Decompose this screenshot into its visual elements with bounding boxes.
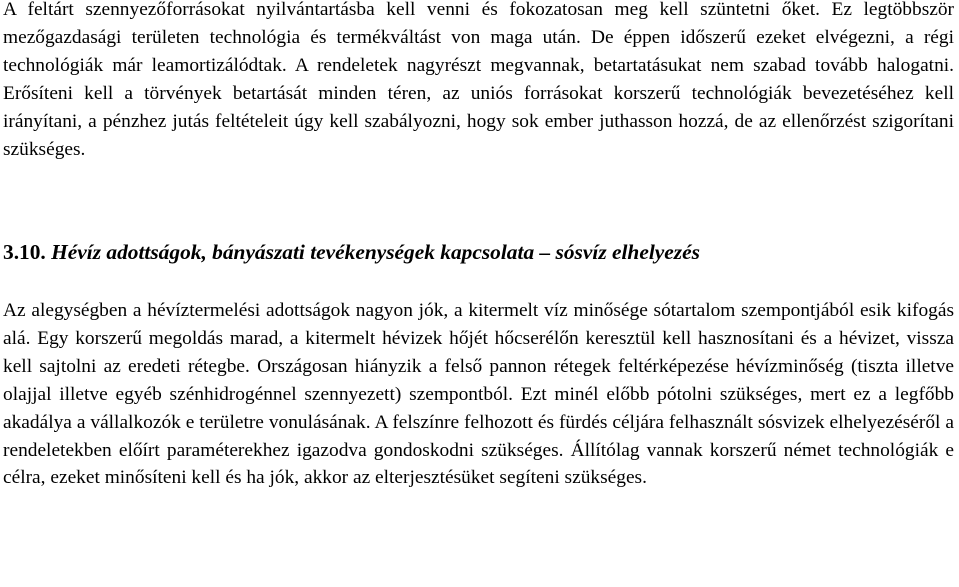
section-paragraph: Az alegységben a hévíztermelési adottságok nagyon jók, a kitermelt víz minősége sótartalom szempontjából esik kifogás alá. Egy korszerű megoldás marad, a kitermelt hévizek hőjét hőcserélőn keresztül kell hasznosítani és a hévizet, vissza kell sajtolni az eredeti rétegbe. Országosan hiányzik a felső pannon rétegek feltérképezése hévízminőség (tiszta illetve olajjal illetve egyéb szénhidrogénnel szennyezett) szempontból. Ezt minél előbb pótolni szükséges, mert ez a legfőbb akadálya a vállalkozók e területre vonulásának. A felszínre felhozott és fürdés céljára felhasznált sósvizek elhelyezéséről a rendeletekben előírt paraméterekhez igazodva gondoskodni szükséges. Állítólag vannak korszerű német technológiák e célra, ezeket minősíteni kell és ha jók, akkor az elterjesztésüket segíteni szükséges.: [3, 300, 954, 489]
section-title: Hévíz adottságok, bányászati tevékenységek kapcsolata – sósvíz elhelyezés: [51, 240, 700, 264]
intro-paragraph: A feltárt szennyezőforrásokat nyilvántartásba kell venni és fokozatosan meg kell szüntetni őket. Ez legtöbbször mezőgazdasági területen technológia és termékváltást von maga után. De éppen időszerű ezeket elvégezni, a régi technológiák már leamortizálódtak. A rendeletek nagyrészt megvannak, betartatásukat nem szabad tovább halogatni. Erősíteni kell a törvények betartását minden téren, az uniós forrásokat korszerű technológiák bevezetéséhez kell irányítani, a pénzhez jutás feltételeit úgy kell szabályozni, hogy sok ember juthasson hozzá, de az ellenőrzést szigorítani szükséges.: [3, 0, 954, 160]
section-heading: [3, 238, 954, 266]
section-number: 3.10.: [3, 240, 46, 264]
